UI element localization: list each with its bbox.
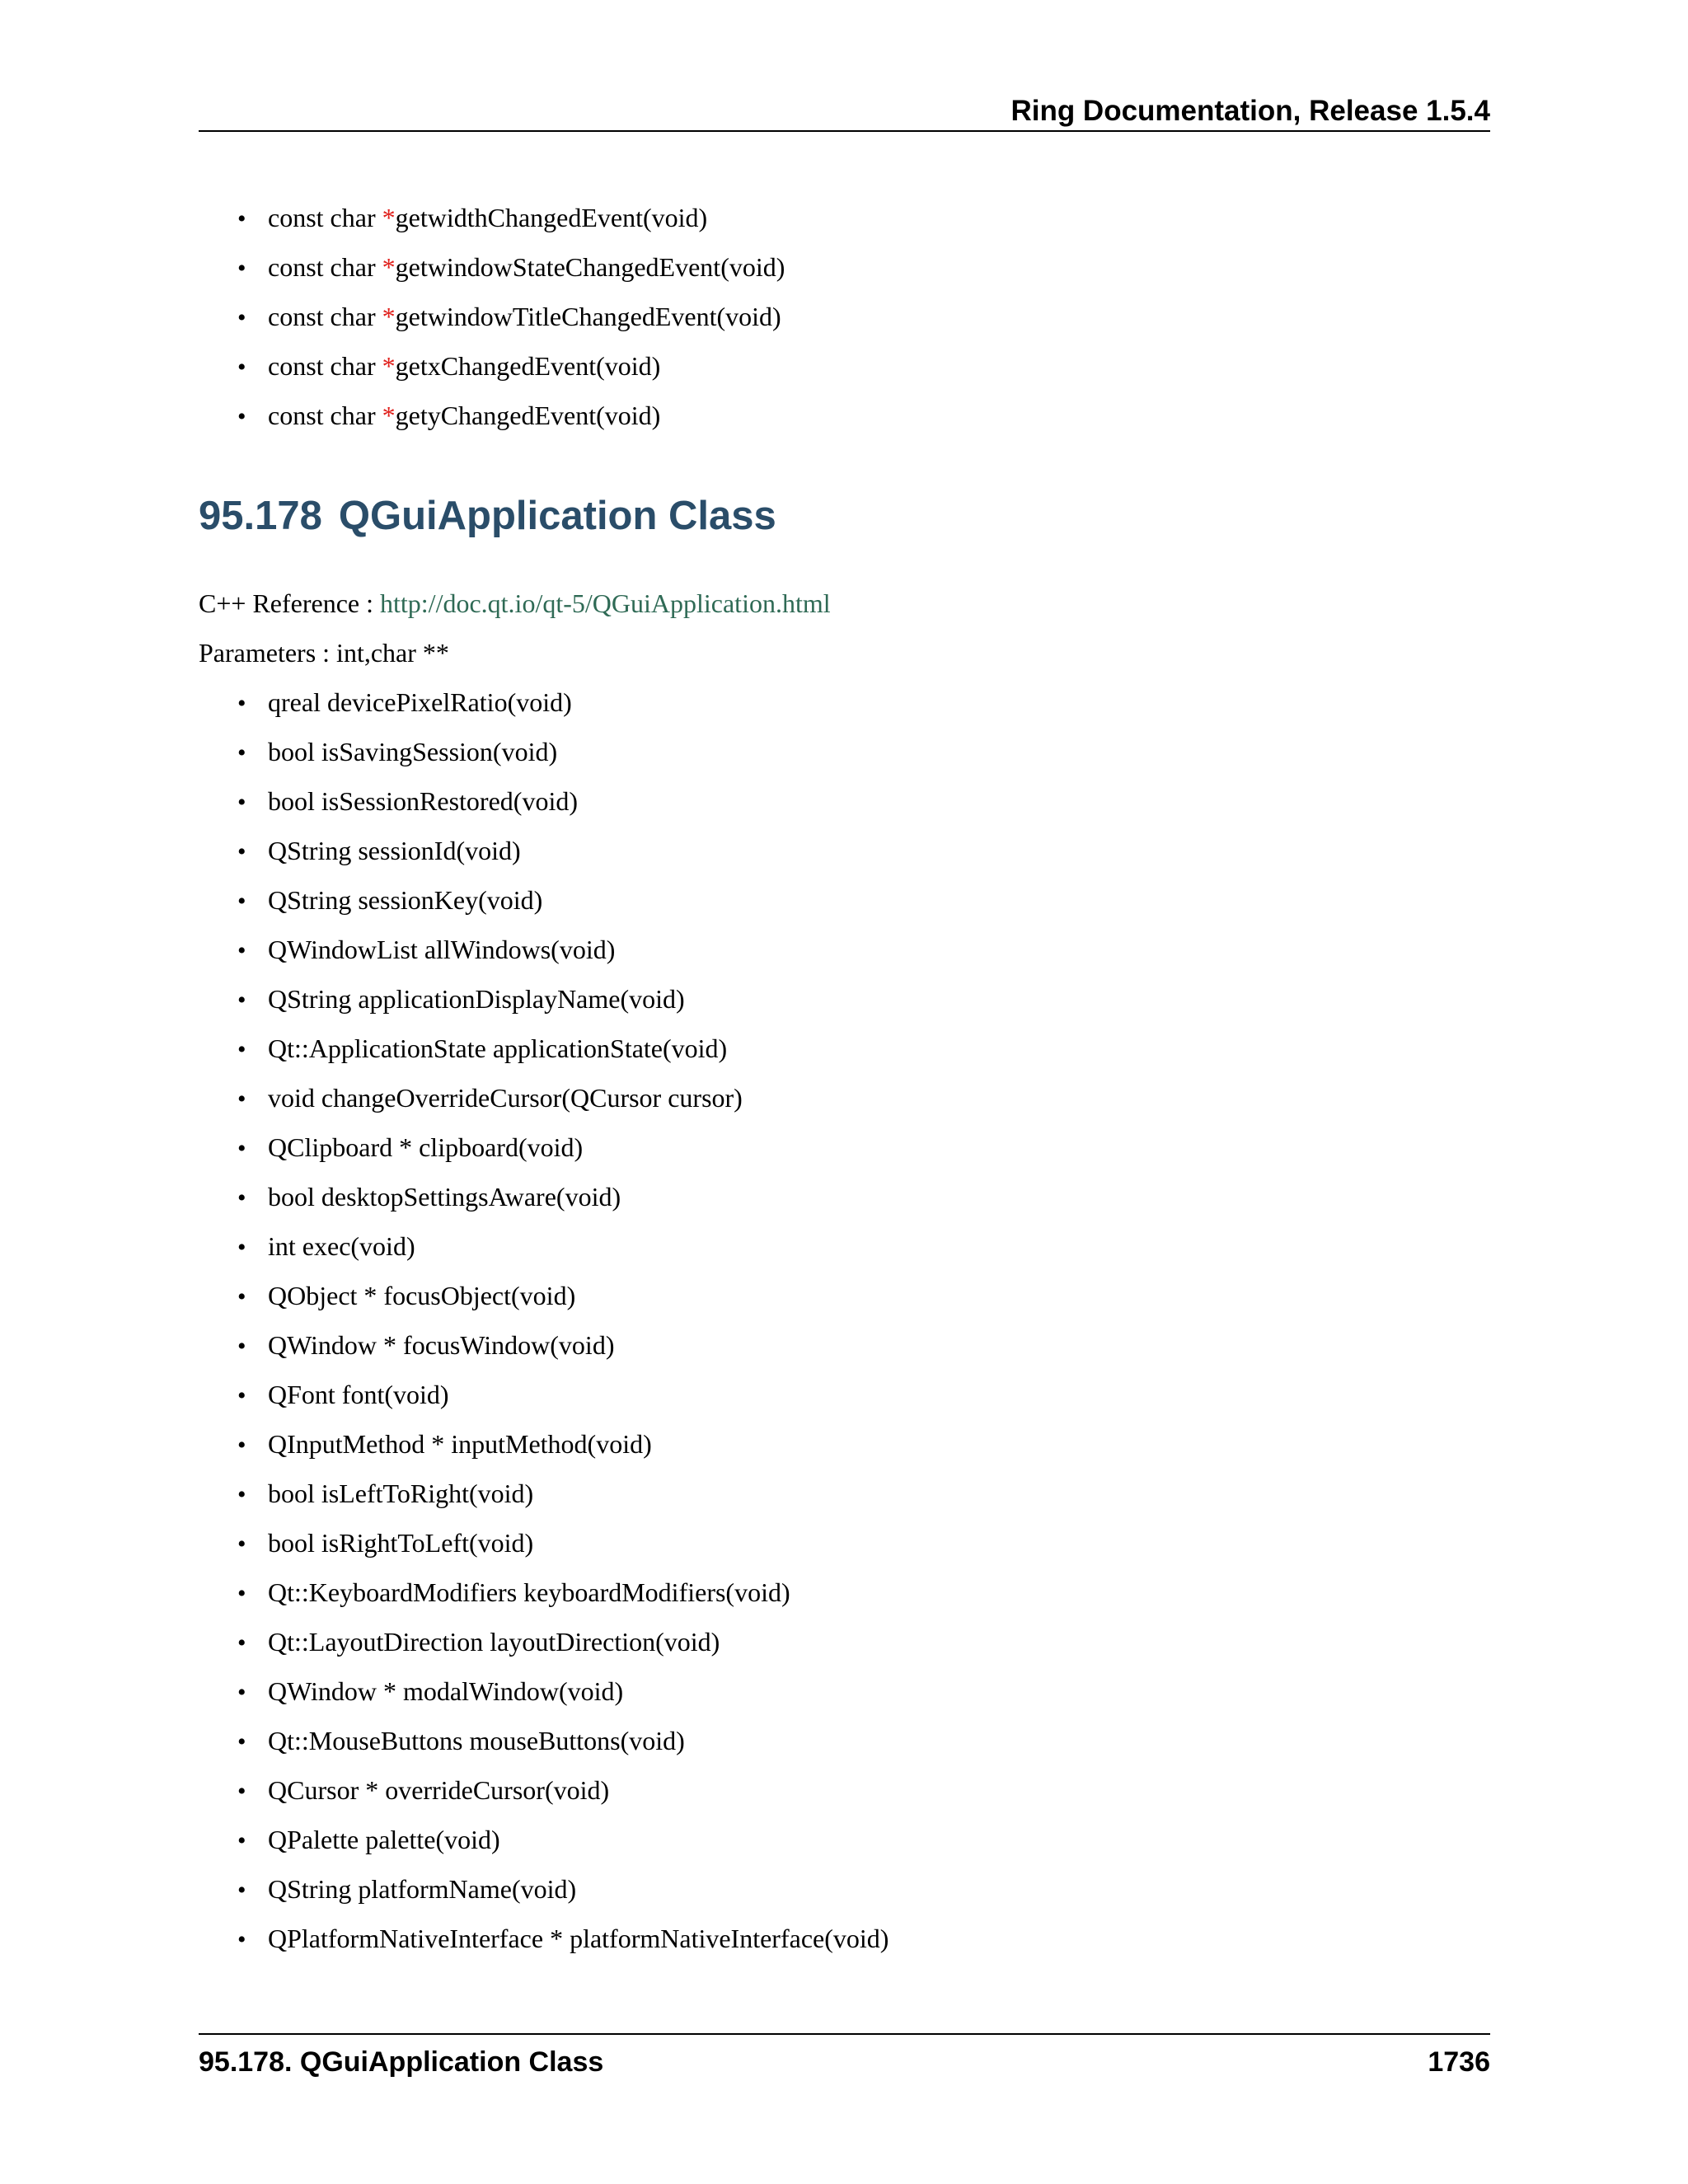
item-name: getwindowStateChangedEvent(void) — [395, 252, 785, 282]
list-item — [237, 1172, 1474, 1221]
bullet-icon: • — [237, 1234, 246, 1261]
section-title: QGuiApplication Class — [338, 494, 776, 538]
footer-section-title: 95.178. QGuiApplication Class — [199, 2046, 604, 2078]
bullet-icon: • — [237, 304, 246, 331]
page-number: 1736 — [1428, 2046, 1490, 2078]
list-item — [237, 1122, 1474, 1172]
method-signature: int exec(void) — [268, 1231, 415, 1261]
method-signature: QInputMethod * inputMethod(void) — [268, 1429, 652, 1459]
list-item — [237, 826, 1474, 875]
list-item — [237, 1864, 1474, 1914]
bullet-icon: • — [237, 354, 246, 381]
bullet-icon: • — [237, 937, 246, 964]
list-item — [237, 1617, 1474, 1666]
method-signature: Qt::LayoutDirection layoutDirection(void) — [268, 1627, 720, 1657]
bullet-icon: • — [237, 1135, 246, 1162]
reference-link[interactable]: http://doc.qt.io/qt-5/QGuiApplication.html — [380, 588, 831, 618]
list-item — [237, 193, 1474, 242]
bullet-icon: • — [237, 1382, 246, 1409]
method-signature: Qt::KeyboardModifiers keyboardModifiers(void) — [268, 1577, 790, 1607]
list-item — [237, 1815, 1474, 1864]
item-name: getwidthChangedEvent(void) — [395, 203, 708, 232]
list-item — [237, 776, 1474, 826]
method-signature: bool isSavingSession(void) — [268, 737, 558, 766]
list-item — [237, 1568, 1474, 1617]
list-item — [237, 1716, 1474, 1765]
method-signature: QObject * focusObject(void) — [268, 1281, 576, 1310]
method-signature: QWindowList allWindows(void) — [268, 935, 616, 964]
item-prefix: const char — [268, 351, 382, 381]
list-item — [237, 974, 1474, 1024]
method-signature: bool isLeftToRight(void) — [268, 1479, 534, 1508]
bullet-icon: • — [237, 255, 246, 282]
list-item — [237, 1271, 1474, 1320]
method-signature: bool isRightToLeft(void) — [268, 1528, 534, 1558]
method-signature: qreal devicePixelRatio(void) — [268, 687, 572, 717]
list-item — [237, 1073, 1474, 1122]
bullet-icon: • — [237, 1283, 246, 1310]
method-signature: QFont font(void) — [268, 1380, 449, 1409]
pointer-star: * — [382, 252, 396, 282]
item-prefix: const char — [268, 252, 382, 282]
bullet-icon: • — [237, 403, 246, 430]
method-signature: QString sessionId(void) — [268, 836, 521, 865]
bullet-icon: • — [237, 1432, 246, 1459]
page-header — [199, 91, 1490, 132]
bullet-icon: • — [237, 1333, 246, 1360]
list-item — [237, 292, 1474, 341]
list-item — [237, 925, 1474, 974]
pointer-star: * — [382, 203, 396, 232]
method-signature: QString applicationDisplayName(void) — [268, 984, 685, 1014]
list-item — [237, 875, 1474, 925]
list-item — [237, 341, 1474, 391]
list-item — [237, 677, 1474, 727]
bullet-icon: • — [237, 1926, 246, 1953]
bullet-icon: • — [237, 739, 246, 766]
item-prefix: const char — [268, 302, 382, 331]
list-item — [237, 1469, 1474, 1518]
reference-label: C++ Reference : — [199, 588, 380, 618]
bullet-icon: • — [237, 838, 246, 865]
method-signature: void changeOverrideCursor(QCursor cursor) — [268, 1083, 743, 1113]
list-item — [237, 1666, 1474, 1716]
list-item — [237, 1221, 1474, 1271]
bullet-icon: • — [237, 1530, 246, 1558]
cpp-reference-line — [199, 579, 831, 628]
list-item — [237, 242, 1474, 292]
bullet-icon: • — [237, 1580, 246, 1607]
bullet-icon: • — [237, 1778, 246, 1805]
method-list — [237, 677, 1474, 1963]
method-signature: Qt::MouseButtons mouseButtons(void) — [268, 1726, 685, 1755]
section-number: 95.178 — [199, 494, 322, 538]
bullet-icon: • — [237, 1728, 246, 1755]
method-signature: QClipboard * clipboard(void) — [268, 1132, 584, 1162]
method-signature: Qt::ApplicationState applicationState(void) — [268, 1033, 728, 1063]
parameters-line: Parameters : int,char ** — [199, 638, 449, 668]
item-name: getxChangedEvent(void) — [395, 351, 661, 381]
method-signature: QPalette palette(void) — [268, 1825, 500, 1854]
bullet-icon: • — [237, 1679, 246, 1706]
method-signature: QWindow * focusWindow(void) — [268, 1330, 615, 1360]
method-signature: QString sessionKey(void) — [268, 885, 543, 915]
pointer-star: * — [382, 401, 396, 430]
list-item — [237, 1320, 1474, 1370]
bullet-icon: • — [237, 1036, 246, 1063]
method-signature: QPlatformNativeInterface * platformNativeInterface(void) — [268, 1924, 889, 1953]
list-item — [237, 1024, 1474, 1073]
document-title: Ring Documentation, Release 1.5.4 — [1010, 95, 1490, 127]
item-prefix: const char — [268, 401, 382, 430]
list-item — [237, 1419, 1474, 1469]
bullet-icon: • — [237, 1085, 246, 1113]
pointer-star: * — [382, 351, 396, 381]
bullet-icon: • — [237, 987, 246, 1014]
method-signature: QString platformName(void) — [268, 1874, 577, 1904]
method-signature: QWindow * modalWindow(void) — [268, 1676, 624, 1706]
section-heading — [199, 487, 776, 545]
list-item — [237, 1370, 1474, 1419]
bullet-icon: • — [237, 1877, 246, 1904]
item-name: getyChangedEvent(void) — [395, 401, 661, 430]
bullet-icon: • — [237, 205, 246, 232]
list-item — [237, 1765, 1474, 1815]
list-item — [237, 727, 1474, 776]
bullet-icon: • — [237, 690, 246, 717]
page-footer — [199, 2033, 1490, 2088]
bullet-icon: • — [237, 1629, 246, 1657]
bullet-icon: • — [237, 1827, 246, 1854]
bullet-icon: • — [237, 888, 246, 915]
bullet-icon: • — [237, 1184, 246, 1212]
bullet-icon: • — [237, 789, 246, 816]
list-item — [237, 1518, 1474, 1568]
event-getter-list — [237, 193, 1474, 440]
method-signature: bool desktopSettingsAware(void) — [268, 1182, 621, 1212]
list-item — [237, 391, 1474, 440]
item-name: getwindowTitleChangedEvent(void) — [395, 302, 781, 331]
bullet-icon: • — [237, 1481, 246, 1508]
list-item — [237, 1914, 1474, 1963]
pointer-star: * — [382, 302, 396, 331]
method-signature: QCursor * overrideCursor(void) — [268, 1775, 610, 1805]
method-signature: bool isSessionRestored(void) — [268, 786, 578, 816]
item-prefix: const char — [268, 203, 382, 232]
